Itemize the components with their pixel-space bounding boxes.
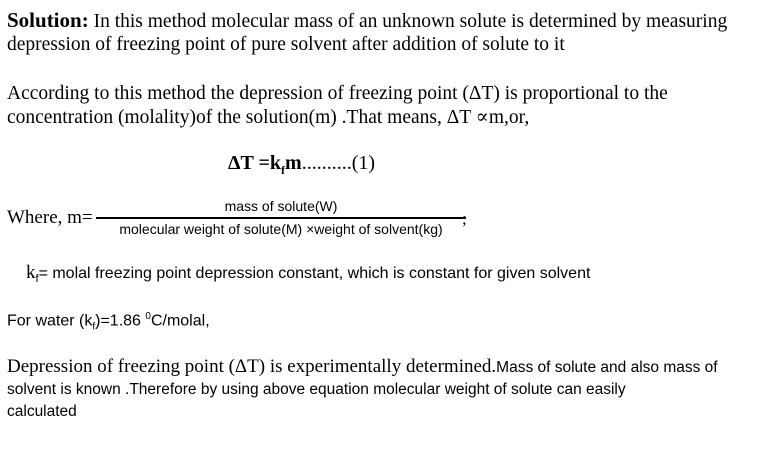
solution-heading: Solution: bbox=[7, 8, 89, 32]
constant-sub: f bbox=[35, 273, 39, 286]
water-constant bbox=[7, 311, 210, 333]
equation-sub: f bbox=[281, 163, 286, 177]
equation-number: ..........(1) bbox=[301, 152, 376, 174]
intro-paragraph bbox=[7, 9, 727, 56]
fraction-end: ; bbox=[462, 209, 467, 228]
conclusion-line-3: calculated bbox=[7, 403, 77, 420]
fraction-numerator: mass of solute(W) bbox=[224, 198, 338, 214]
constant-k: k bbox=[26, 262, 36, 283]
principle-line-1: According to this method the depression of freezing point (ΔT) is proportional to the bbox=[7, 83, 668, 104]
principle-line-2: concentration (molality)of the solution(m) .That means, ΔT ∝m,or, bbox=[7, 107, 530, 128]
principle-paragraph bbox=[7, 82, 668, 130]
fraction-denominator: molecular weight of solute(M) ×weight of solvent(kg) bbox=[119, 220, 443, 237]
constant-text: = molal freezing point depression constant, which is constant for given solvent bbox=[38, 265, 591, 282]
water-unit: C/molal, bbox=[150, 312, 210, 330]
water-prefix: For water (k bbox=[7, 312, 93, 330]
intro-line-2: depression of freezing point of pure solvent after addition of solute to it bbox=[7, 34, 565, 55]
equation-m: m bbox=[285, 152, 302, 174]
water-sub: f bbox=[92, 321, 96, 333]
conclusion-line-1 bbox=[7, 356, 718, 378]
fraction-bar bbox=[96, 217, 466, 219]
constant-definition bbox=[26, 262, 590, 285]
conclusion-serif-text: Depression of freezing point (ΔT) is experimentally determined. bbox=[7, 356, 497, 377]
molality-fraction bbox=[96, 198, 466, 238]
conclusion-sans-text: Mass of solute and also mass of bbox=[496, 359, 718, 376]
intro-line-1: In this method molecular mass of an unknown solute is determined by measuring bbox=[88, 11, 728, 32]
freezing-point-equation bbox=[228, 152, 375, 178]
water-degree: 0 bbox=[145, 311, 151, 322]
where-label: Where, m= bbox=[7, 207, 93, 228]
conclusion-line-2: solvent is known .Therefore by using above equation molecular weight of solute can easily bbox=[7, 381, 626, 398]
water-value: )=1.86 bbox=[95, 312, 146, 330]
equation-lhs: ΔT =k bbox=[228, 152, 282, 174]
